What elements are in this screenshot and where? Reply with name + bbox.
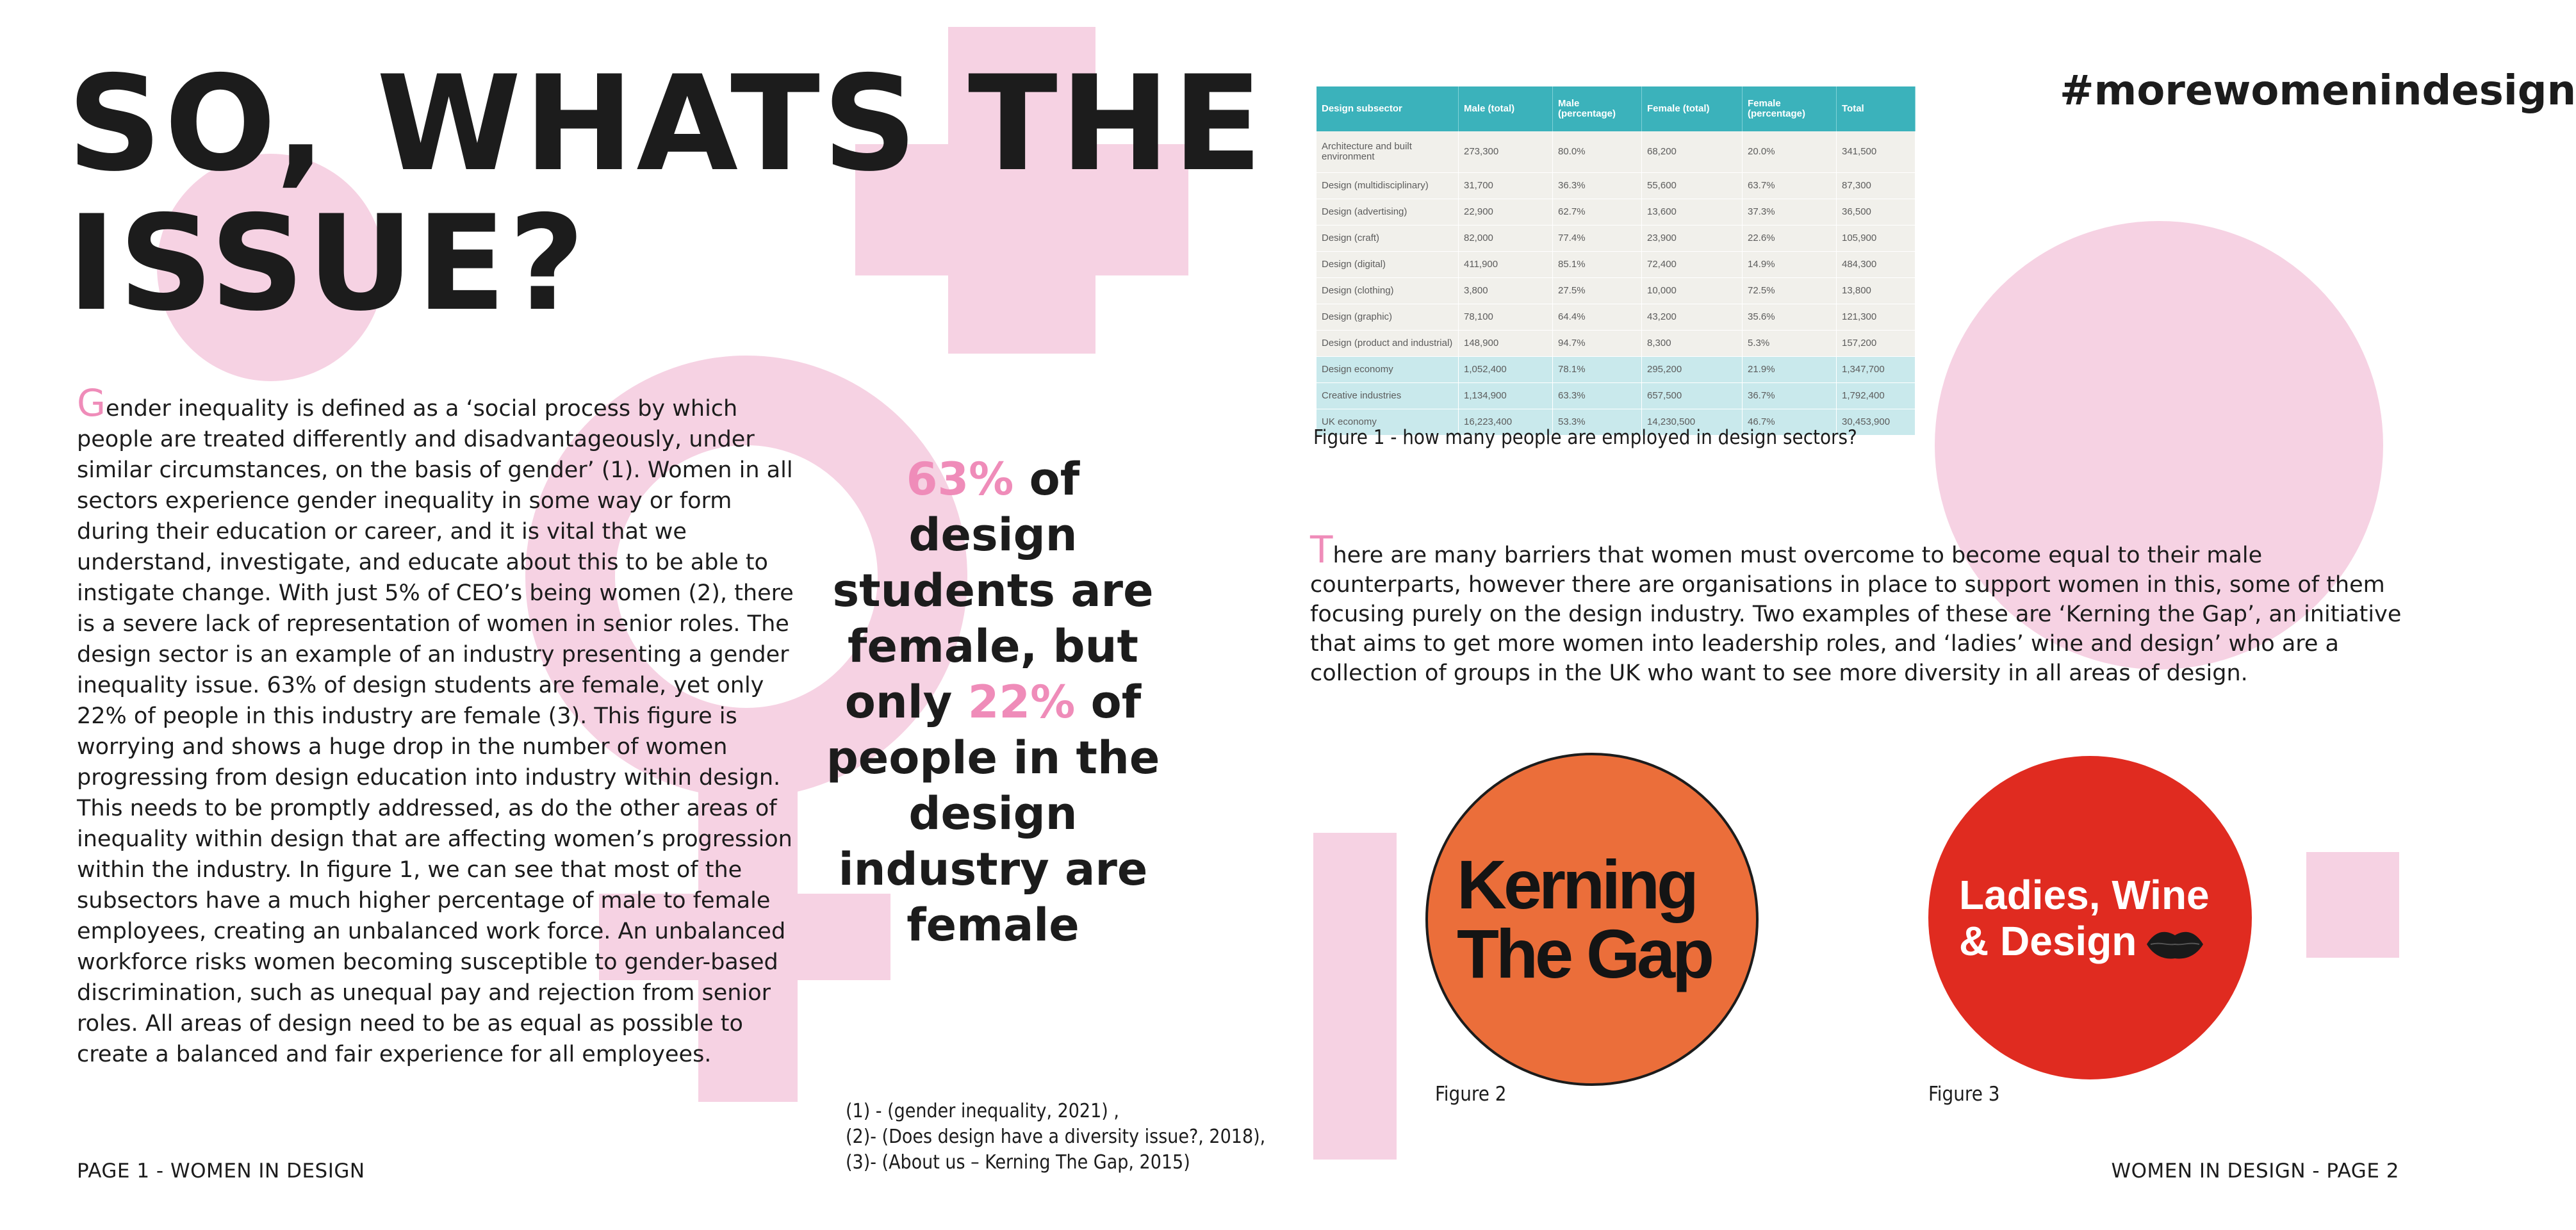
table-cell: 78,100: [1459, 304, 1553, 331]
table-cell: 13,800: [1837, 278, 1916, 304]
table-row: [1317, 173, 1916, 199]
stat-percent-students: 63%: [906, 453, 1014, 505]
table-header: Total: [1837, 86, 1916, 131]
table-header-row: [1317, 86, 1916, 131]
lips-icon: [2145, 928, 2204, 961]
table-cell: 77.4%: [1553, 226, 1642, 252]
table-cell: 484,300: [1837, 252, 1916, 278]
drop-cap: G: [77, 381, 106, 425]
table-row: [1317, 252, 1916, 278]
table-cell: 8,300: [1642, 331, 1743, 357]
page-footer-left: PAGE 1 - WOMEN IN DESIGN: [77, 1160, 365, 1183]
kerning-the-gap-logo: [1425, 753, 1759, 1086]
body-paragraph: [77, 381, 801, 1070]
table-cell: 63.3%: [1553, 383, 1642, 409]
table-cell: 37.3%: [1743, 199, 1837, 226]
ladies-wine-design-logo: [1928, 756, 2252, 1079]
table-cell: 20.0%: [1743, 131, 1837, 173]
decorative-pink-square: [2306, 852, 2399, 958]
table-cell: 78.1%: [1553, 357, 1642, 383]
ladies-logo-line-1: Ladies, Wine: [1959, 871, 2210, 918]
table-cell: 14,230,500: [1642, 409, 1743, 436]
table-cell: 5.3%: [1743, 331, 1837, 357]
table-cell: 85.1%: [1553, 252, 1642, 278]
table-cell: 14.9%: [1743, 252, 1837, 278]
table-cell: 16,223,400: [1459, 409, 1553, 436]
table-cell: 31,700: [1459, 173, 1553, 199]
table-cell: 80.0%: [1553, 131, 1642, 173]
table-cell: 1,347,700: [1837, 357, 1916, 383]
table-cell: 55,600: [1642, 173, 1743, 199]
table-cell: 68,200: [1642, 131, 1743, 173]
table-cell: 411,900: [1459, 252, 1553, 278]
stat-text-2: of people in the design industry are female: [826, 676, 1160, 951]
kerning-logo-line-1: Kerning: [1457, 846, 1696, 923]
table-cell: 72,400: [1642, 252, 1743, 278]
table-cell: 121,300: [1837, 304, 1916, 331]
drop-cap: T: [1310, 528, 1333, 571]
table-cell: 62.7%: [1553, 199, 1642, 226]
reference-item: (1) - (gender inequality, 2021) ,: [846, 1100, 1119, 1122]
table-row: [1317, 131, 1916, 173]
table-cell: Creative industries: [1317, 383, 1459, 409]
figure-3-caption: Figure 3: [1928, 1083, 2000, 1106]
table-cell: 273,300: [1459, 131, 1553, 173]
table-cell: 46.7%: [1743, 409, 1837, 436]
table-cell: Architecture and built environment: [1317, 131, 1459, 173]
table-cell: 36.7%: [1743, 383, 1837, 409]
table-cell: Design (advertising): [1317, 199, 1459, 226]
table-cell: Design (clothing): [1317, 278, 1459, 304]
table-cell: 1,052,400: [1459, 357, 1553, 383]
barriers-paragraph: [1310, 528, 2412, 688]
table-cell: 13,600: [1642, 199, 1743, 226]
title-line-1: SO, WHATS THE: [67, 48, 1265, 201]
kerning-logo-line-2: The Gap: [1457, 915, 1712, 992]
stat-callout: [820, 452, 1166, 953]
table-cell: 64.4%: [1553, 304, 1642, 331]
figure-1-caption: Figure 1 - how many people are employed in design sectors?: [1313, 426, 1857, 449]
table-cell: 36.3%: [1553, 173, 1642, 199]
ladies-logo-line-2-wrap: [1959, 918, 2252, 964]
title-line-2: ISSUE?: [67, 188, 587, 340]
references-list: [846, 1099, 1265, 1176]
table-cell: 22,900: [1459, 199, 1553, 226]
table-cell: 105,900: [1837, 226, 1916, 252]
reference-item: (2)- (Does design have a diversity issue?, 2018),: [846, 1126, 1266, 1148]
table-cell: Design economy: [1317, 357, 1459, 383]
table-row: [1317, 383, 1916, 409]
decorative-pink-bar: [1313, 833, 1397, 1160]
hashtag: #morewomenindesign: [2060, 67, 2576, 115]
ladies-logo-line-2: & Design: [1959, 917, 2137, 964]
table-cell: 1,792,400: [1837, 383, 1916, 409]
table-cell: 10,000: [1642, 278, 1743, 304]
table-cell: 23,900: [1642, 226, 1743, 252]
table-cell: Design (digital): [1317, 252, 1459, 278]
stat-text-1: of design students are female, but only: [832, 453, 1154, 728]
page-title: [67, 48, 1265, 340]
table-cell: 27.5%: [1553, 278, 1642, 304]
table-cell: UK economy: [1317, 409, 1459, 436]
table-cell: 72.5%: [1743, 278, 1837, 304]
design-employment-table: [1317, 86, 1916, 436]
table-cell: 22.6%: [1743, 226, 1837, 252]
table-cell: 341,500: [1837, 131, 1916, 173]
table-header: Design subsector: [1317, 86, 1459, 131]
table-row: [1317, 357, 1916, 383]
barriers-paragraph-text: here are many barriers that women must overcome to become equal to their male counterparts, however there are organisations in place to support women in this, some of them focusing purely on the design industry. Two examples of these are ‘Kerning the Gap’, an initiative that aims to get more women into leadership roles, and ‘ladies’ wine and design’ who are a collection of groups in the UK who want to see more diversity in all areas of design.: [1310, 543, 2402, 686]
table-cell: Design (product and industrial): [1317, 331, 1459, 357]
table-cell: 3,800: [1459, 278, 1553, 304]
table-cell: Design (multidisciplinary): [1317, 173, 1459, 199]
table-cell: 21.9%: [1743, 357, 1837, 383]
table-cell: 36,500: [1837, 199, 1916, 226]
reference-item: (3)- (About us – Kerning The Gap, 2015): [846, 1151, 1190, 1174]
table-row: [1317, 331, 1916, 357]
table-cell: 148,900: [1459, 331, 1553, 357]
table-row: [1317, 278, 1916, 304]
table-cell: 30,453,900: [1837, 409, 1916, 436]
figure-2-caption: Figure 2: [1435, 1083, 1507, 1106]
table-row: [1317, 199, 1916, 226]
table-header: Male (percentage): [1553, 86, 1642, 131]
table-cell: 94.7%: [1553, 331, 1642, 357]
table-cell: 43,200: [1642, 304, 1743, 331]
table-cell: 657,500: [1642, 383, 1743, 409]
table-header: Female (percentage): [1743, 86, 1837, 131]
stat-percent-industry: 22%: [967, 676, 1076, 728]
table-cell: 1,134,900: [1459, 383, 1553, 409]
table-cell: 157,200: [1837, 331, 1916, 357]
table-cell: 63.7%: [1743, 173, 1837, 199]
page-footer-right: WOMEN IN DESIGN - PAGE 2: [2111, 1160, 2399, 1183]
table-cell: Design (craft): [1317, 226, 1459, 252]
body-paragraph-text: ender inequality is defined as a ‘social process by which people are treated differently and disadvantageously, under similar circumstances, on the basis of gender’ (1). Women in all sectors experience gender inequality in some way or form during their education or career, and it is vital that we understand, investigate, and educate about this to be able to instigate change. With just 5% of CEO’s being women (2), there is a severe lack of representation of women in senior roles. The design sector is an example of an industry presenting a gender inequality issue. 63% of design students are female, yet only 22% of people in this industry are female (3). This figure is worrying and shows a huge drop in the number of women progressing from design education into industry within design. This needs to be promptly addressed, as do the other areas of inequality within design that are affecting women’s progression within the industry. In figure 1, we can see that most of the subsectors have a much higher percentage of male to female employees, creating an unbalanced work force. An unbalanced workforce risks women becoming susceptible to gender-based discrimination, such as unequal pay and rejection from senior roles. All areas of design need to be as equal as possible to create a balanced and fair experience for all employees.: [77, 396, 794, 1067]
table-cell: Design (graphic): [1317, 304, 1459, 331]
table-row: [1317, 304, 1916, 331]
table-header: Female (total): [1642, 86, 1743, 131]
table-cell: 295,200: [1642, 357, 1743, 383]
table-row: [1317, 226, 1916, 252]
table-header: Male (total): [1459, 86, 1553, 131]
table-cell: 82,000: [1459, 226, 1553, 252]
table-cell: 53.3%: [1553, 409, 1642, 436]
table-cell: 87,300: [1837, 173, 1916, 199]
table-cell: 35.6%: [1743, 304, 1837, 331]
